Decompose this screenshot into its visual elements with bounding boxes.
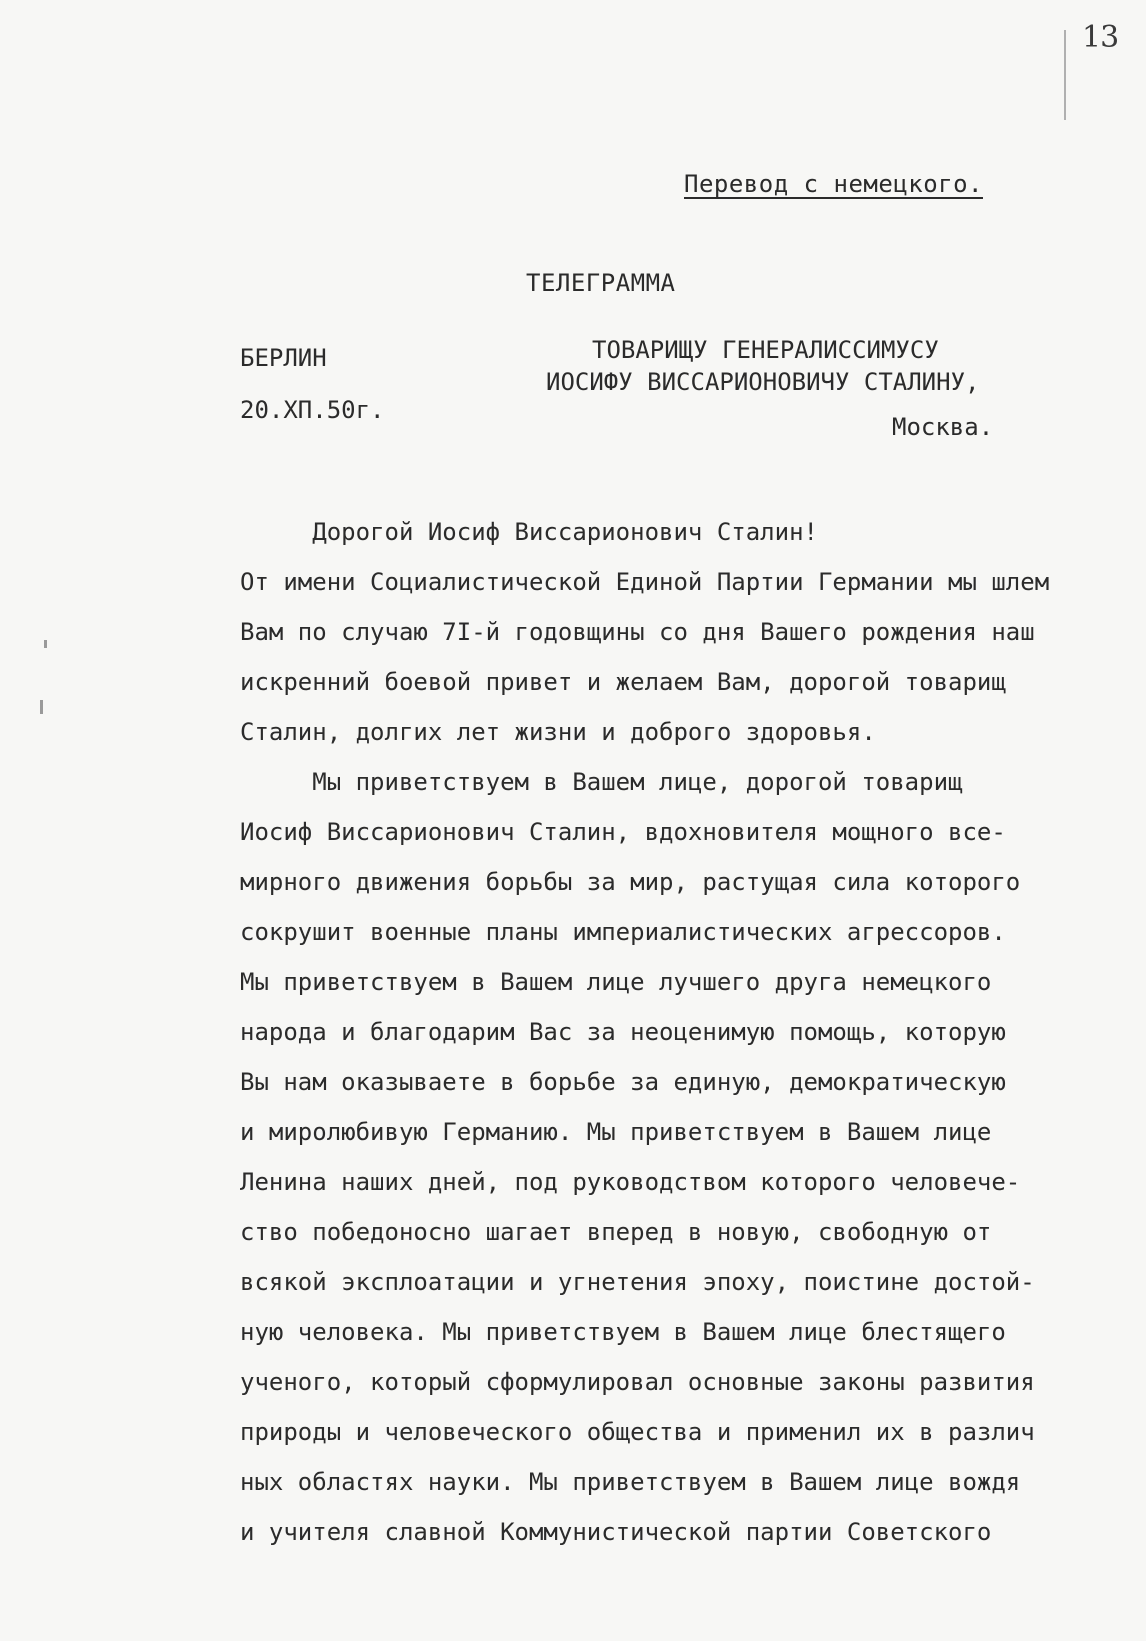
body-line: Сталин, долгих лет жизни и доброго здоровья. [240,718,876,746]
body-line: ную человека. Мы приветствуем в Вашем лице блестящего [240,1318,1006,1346]
body-line: Вы нам оказываете в борьбе за единую, демократическую [240,1068,1006,1096]
origin-date: 20.ХП.50г. [240,396,385,424]
document-type-title: ТЕЛЕГРАММА [526,269,676,297]
body-line: ученого, который сформулировал основные законы развития [240,1368,1035,1396]
page-number: 13 [1082,20,1119,55]
body-line: искренний боевой привет и желаем Вам, дорогой товарищ [240,668,1006,696]
body-line: мирного движения борьбы за мир, растущая сила которого [240,868,1021,896]
recipient-city: Москва. [892,413,994,441]
body-line: Вам по случаю 7I-й годовщины со дня Вашего рождения наш [240,618,1035,646]
body-line: Мы приветствуем в Вашем лице, дорогой товарищ [240,768,963,796]
letter-body [240,507,1140,1557]
recipient-line: ТОВАРИЩУ ГЕНЕРАЛИССИМУСУ [592,336,939,364]
body-line: Мы приветствуем в Вашем лице лучшего друга немецкого [240,968,992,996]
body-line: ных областях науки. Мы приветствуем в Вашем лице вождя [240,1468,1021,1496]
body-line: От имени Социалистической Единой Партии Германии мы шлем [240,568,1050,596]
body-line: Иосиф Виссарионович Сталин, вдохновителя мощного все- [240,818,1006,846]
margin-speck [44,640,47,648]
margin-speck [40,700,43,714]
scratch-mark [1064,30,1066,120]
body-line: природы и человеческого общества и применил их в различ [240,1418,1035,1446]
body-line: всякой эксплоатации и угнетения эпоху, поистине достой- [240,1268,1035,1296]
body-line: народа и благодарим Вас за неоценимую помощь, которую [240,1018,1006,1046]
body-line: Ленина наших дней, под руководством которого человече- [240,1168,1021,1196]
body-line: ство победоносно шагает вперед в новую, свободную от [240,1218,992,1246]
body-line: и учителя славной Коммунистической партии Советского [240,1518,992,1546]
body-line: и миролюбивую Германию. Мы приветствуем в Вашем лице [240,1118,992,1146]
recipient-line: ИОСИФУ ВИССАРИОНОВИЧУ СТАЛИНУ, [546,368,980,396]
body-line: сокрушит военные планы империалистических агрессоров. [240,918,1006,946]
origin-city: БЕРЛИН [240,344,327,372]
translation-heading: Перевод с немецкого. [684,170,983,198]
body-line: Дорогой Иосиф Виссарионович Сталин! [240,518,818,546]
